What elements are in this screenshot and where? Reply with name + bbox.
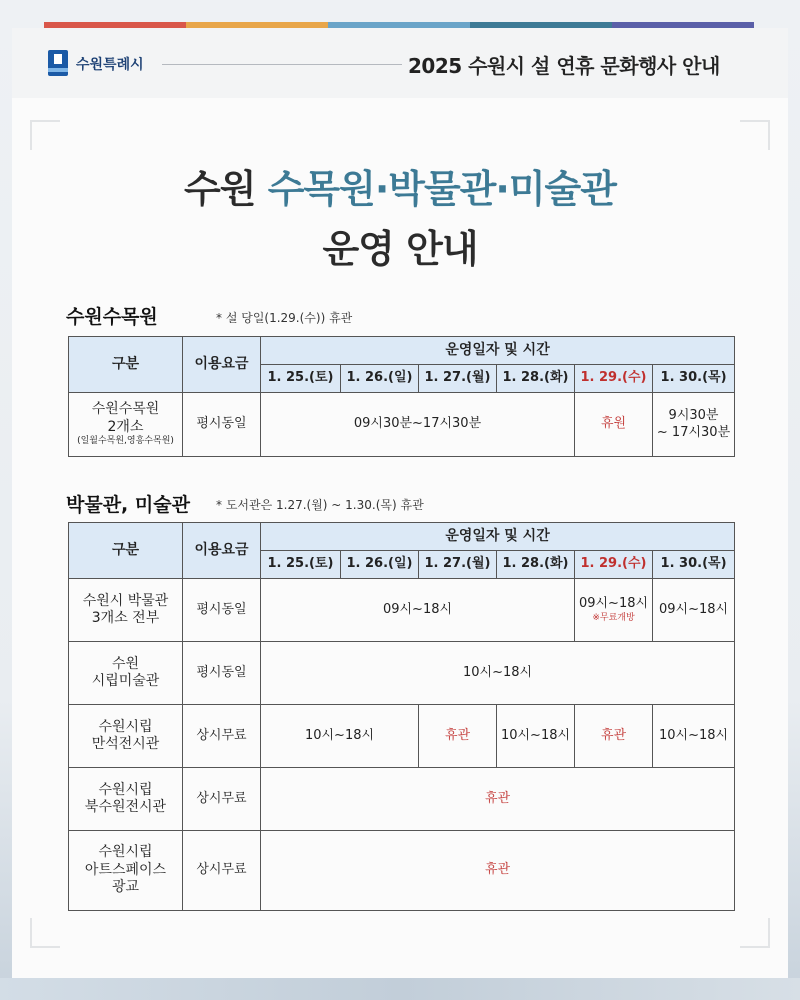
- hours-cell: 09시30분~17시30분: [261, 393, 575, 457]
- date-header: 1. 27.(월): [419, 551, 497, 579]
- corner-ornament: [740, 120, 770, 150]
- row-name: 수원시립 아트스페이스 광교: [69, 831, 183, 911]
- date-header: 1. 25.(토): [261, 551, 341, 579]
- hours-cell: 9시30분 ~ 17시30분: [653, 393, 735, 457]
- arboretum-note: * 설 당일(1.29.(수)) 휴관: [216, 311, 353, 325]
- row-fee: 상시무료: [183, 768, 261, 831]
- row-fee: 평시동일: [183, 642, 261, 705]
- row-fee: 평시동일: [183, 393, 261, 457]
- hours-cell: 09시~18시: [653, 579, 735, 642]
- col-fee: 이용요금: [183, 337, 261, 393]
- row-fee: 평시동일: [183, 579, 261, 642]
- header-divider: [162, 64, 402, 65]
- row-name: 수원시립 북수원전시관: [69, 768, 183, 831]
- page-title-line2: 운영 안내: [322, 227, 478, 271]
- table-row: [69, 831, 735, 911]
- date-header: 1. 30.(목): [653, 365, 735, 393]
- row-name: 수원 시립미술관: [69, 642, 183, 705]
- arboretum-heading: 수원수목원: [66, 306, 158, 328]
- row-name: 수원수목원 2개소 (일월수목원,영흥수목원): [69, 393, 183, 457]
- logo-text: 수원특례시: [76, 57, 144, 73]
- table-row: [69, 393, 735, 457]
- hours-cell: 09시~18시: [261, 579, 575, 642]
- date-header: 1. 25.(토): [261, 365, 341, 393]
- hours-cell: 10시~18시: [653, 705, 735, 768]
- logo: [46, 48, 144, 80]
- row-name: 수원시립 만석전시관: [69, 705, 183, 768]
- corner-ornament: [30, 120, 60, 150]
- hours-cell: 10시~18시: [261, 705, 419, 768]
- date-header: 1. 27.(월): [419, 365, 497, 393]
- hours-cell: 09시~18시 ※무료개방: [575, 579, 653, 642]
- corner-ornament: [30, 918, 60, 948]
- arboretum-table: [68, 336, 735, 457]
- closed-cell: 휴관: [419, 705, 497, 768]
- closed-cell: 휴관: [261, 831, 735, 911]
- row-fee: 상시무료: [183, 705, 261, 768]
- col-category: 구분: [69, 523, 183, 579]
- row-name: 수원시 박물관 3개소 전부: [69, 579, 183, 642]
- row-fee: 상시무료: [183, 831, 261, 911]
- closed-cell: 휴관: [575, 705, 653, 768]
- hours-cell: 10시~18시: [497, 705, 575, 768]
- table-row: [69, 579, 735, 642]
- date-header-holiday: 1. 29.(수): [575, 365, 653, 393]
- col-fee: 이용요금: [183, 523, 261, 579]
- page-title-line1: [12, 158, 788, 213]
- col-dates-group: 운영일자 및 시간: [261, 337, 735, 365]
- date-header: 1. 30.(목): [653, 551, 735, 579]
- date-header: 1. 26.(일): [341, 551, 419, 579]
- title-accent: 수목원·박물관·미술관: [267, 167, 616, 211]
- bottom-landscape: [0, 978, 800, 1000]
- date-header: 1. 26.(일): [341, 365, 419, 393]
- suwon-logo-icon: [46, 48, 70, 80]
- title-plain: 수원: [184, 167, 268, 211]
- header-bar: [12, 28, 788, 98]
- free-admission-note: ※무료개방: [592, 612, 635, 623]
- table-row: [69, 705, 735, 768]
- closed-cell: 휴관: [261, 768, 735, 831]
- table-row: [69, 642, 735, 705]
- closed-cell: 휴원: [575, 393, 653, 457]
- col-category: 구분: [69, 337, 183, 393]
- corner-ornament: [740, 918, 770, 948]
- date-header: 1. 28.(화): [497, 551, 575, 579]
- notice-card: [12, 28, 788, 978]
- hours-cell: 10시~18시: [261, 642, 735, 705]
- museums-note: * 도서관은 1.27.(월) ~ 1.30.(목) 휴관: [216, 498, 424, 512]
- museums-heading: 박물관, 미술관: [66, 494, 190, 516]
- museums-table: [68, 522, 735, 911]
- date-header: 1. 28.(화): [497, 365, 575, 393]
- date-header-holiday: 1. 29.(수): [575, 551, 653, 579]
- header-title: 2025 수원시 설 연휴 문화행사 안내: [408, 54, 720, 78]
- table-row: [69, 768, 735, 831]
- col-dates-group: 운영일자 및 시간: [261, 523, 735, 551]
